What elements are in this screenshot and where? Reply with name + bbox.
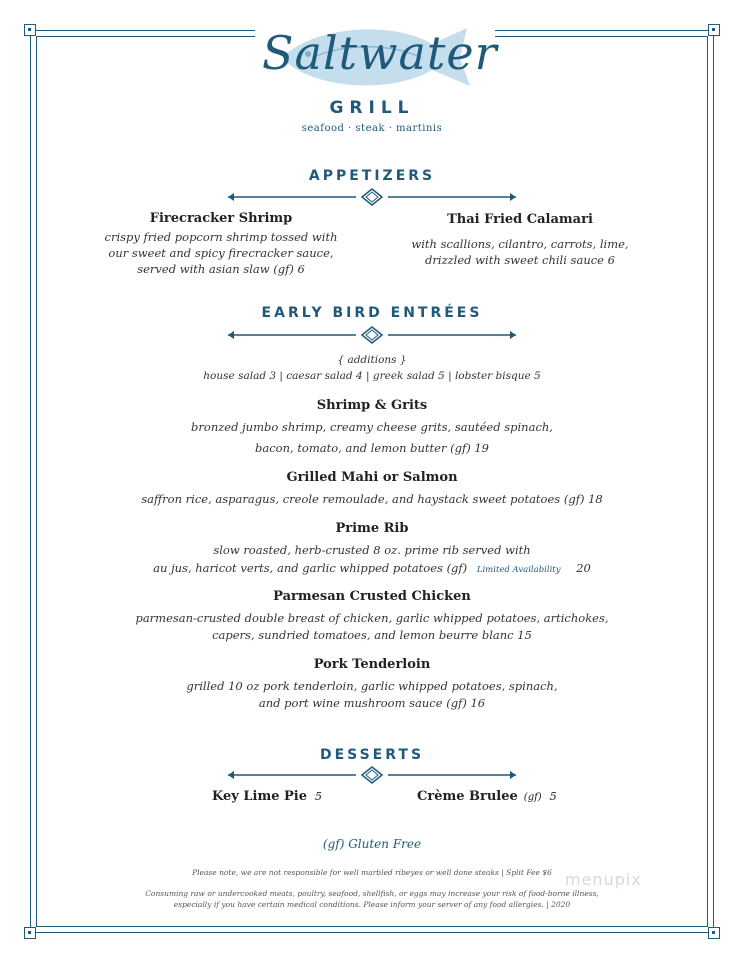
restaurant-logo (262, 12, 498, 107)
allergy-disclaimer: especially if you have certain medical conditions. Please inform your server of any food allergies. | 2020 (173, 900, 571, 909)
menu-item-description: bronzed jumbo shrimp, creamy cheese grits, sautéed spinach, bacon, tomato, and lemon butter (gf) 19 (191, 420, 553, 455)
dessert-item: Key Lime Pie 5 (212, 789, 322, 804)
gluten-free-legend: (gf) Gluten Free (322, 837, 422, 851)
menu-item-name: Thai Fried Calamari (447, 212, 593, 227)
section-divider (0, 188, 744, 206)
section-title-desserts: DESSERTS (319, 747, 425, 763)
additions-title: { additions } (337, 354, 407, 366)
tagline: seafood · steak · martinis (301, 123, 443, 134)
menu-item-description: grilled 10 oz pork tenderloin, garlic whipped potatoes, spinach, and port wine mushroom sauce (gf) 16 (186, 679, 558, 710)
section-title-appetizers: APPETIZERS (308, 168, 436, 184)
section-divider (0, 326, 744, 344)
corner-ornament (24, 927, 36, 939)
menu-item-description: with scallions, cilantro, carrots, lime, drizzled with sweet chili sauce 6 (411, 237, 629, 267)
menu-item-name: Parmesan Crusted Chicken (273, 589, 471, 604)
footer-note: Please note, we are not responsible for well marbled ribeyes or well done steaks | Split Fee $6 (192, 868, 552, 877)
additions-list: house salad 3 | caesar salad 4 | greek salad 5 | lobster bisque 5 (203, 370, 541, 382)
logo-script-text: Saltwater (262, 26, 498, 80)
section-divider (0, 766, 744, 784)
menu-item-name: Grilled Mahi or Salmon (286, 470, 458, 485)
watermark: menupix (565, 870, 642, 889)
menu-item-description: slow roasted, herb-crusted 8 oz. prime rib served with au jus, haricot verts, and garlic whipped potatoes (gf) Limited Availability 20 (153, 543, 591, 575)
menu-item-description: parmesan-crusted double breast of chicken, garlic whipped potatoes, artichokes, capers, sundried tomatoes, and lemon beurre blanc 15 (135, 611, 609, 642)
corner-ornament (708, 927, 720, 939)
limited-availability-note: Limited Availability (476, 565, 561, 575)
menu-item-name: Shrimp & Grits (316, 398, 428, 413)
corner-ornament (708, 24, 720, 36)
section-title-entrees: EARLY BIRD ENTRÉES (261, 305, 483, 321)
menu-item-name: Prime Rib (335, 521, 409, 536)
dessert-item: Crème Brulee (gf) 5 (417, 789, 557, 804)
menu-item-description: crispy fried popcorn shrimp tossed with our sweet and spicy firecracker sauce, served with asian slaw (gf) 6 (104, 230, 338, 276)
logo-grill-text: GRILL (329, 98, 415, 118)
menu-item-name: Pork Tenderloin (313, 657, 431, 672)
corner-ornament (24, 24, 36, 36)
menu-item-name: Firecracker Shrimp (149, 211, 293, 226)
menu-item-description: saffron rice, asparagus, creole remoulade, and haystack sweet potatoes (gf) 18 (141, 492, 603, 506)
allergy-disclaimer: Consuming raw or undercooked meats, poultry, seafood, shellfish, or eggs may increase your risk of food-borne illness, (145, 889, 599, 898)
